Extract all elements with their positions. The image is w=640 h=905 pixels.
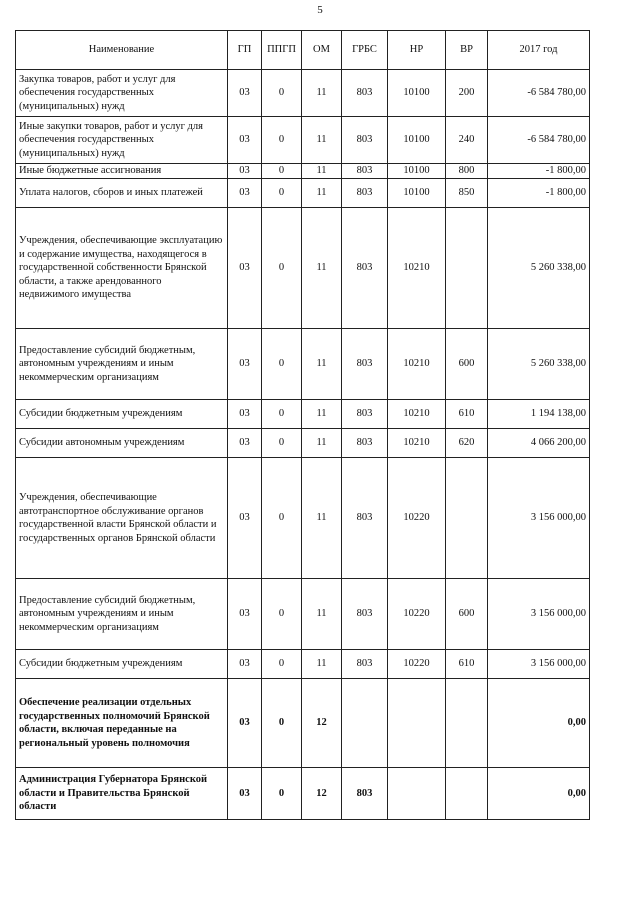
cell-ppgp: 0 xyxy=(262,70,302,117)
cell-grbs: 803 xyxy=(342,429,388,458)
cell-name: Предоставление субсидий бюджетным, автономным учреждениям и иным некоммерческим организациям xyxy=(16,579,228,650)
cell-vr: 240 xyxy=(446,117,488,164)
cell-vr xyxy=(446,679,488,768)
cell-sum: -1 800,00 xyxy=(488,164,590,179)
cell-sum: -1 800,00 xyxy=(488,179,590,208)
cell-sum: 3 156 000,00 xyxy=(488,458,590,579)
cell-gp: 03 xyxy=(228,164,262,179)
cell-name: Предоставление субсидий бюджетным, автономным учреждениям и иным некоммерческим организациям xyxy=(16,329,228,400)
table-row xyxy=(16,400,590,429)
cell-om: 11 xyxy=(302,579,342,650)
cell-om: 11 xyxy=(302,400,342,429)
cell-name: Субсидии бюджетным учреждениям xyxy=(16,400,228,429)
header-grbs: ГРБС xyxy=(342,31,388,70)
table-row xyxy=(16,164,590,179)
cell-grbs: 803 xyxy=(342,208,388,329)
cell-gp: 03 xyxy=(228,679,262,768)
cell-name: Закупка товаров, работ и услуг для обеспечения государственных (муниципальных) нужд xyxy=(16,70,228,117)
cell-name: Учреждения, обеспечивающие эксплуатацию и содержание имущества, находящегося в государственной собственности Брянской области, а также арендованного недвижимого имущества xyxy=(16,208,228,329)
cell-om: 11 xyxy=(302,650,342,679)
cell-vr xyxy=(446,768,488,820)
cell-ppgp: 0 xyxy=(262,208,302,329)
table-header-row xyxy=(16,31,590,70)
cell-gp: 03 xyxy=(228,458,262,579)
table-row xyxy=(16,70,590,117)
cell-name: Иные закупки товаров, работ и услуг для обеспечения государственных (муниципальных) нужд xyxy=(16,117,228,164)
cell-grbs: 803 xyxy=(342,70,388,117)
cell-gp: 03 xyxy=(228,579,262,650)
budget-table xyxy=(15,30,590,820)
cell-sum: -6 584 780,00 xyxy=(488,70,590,117)
cell-om: 12 xyxy=(302,768,342,820)
cell-ppgp: 0 xyxy=(262,400,302,429)
cell-om: 11 xyxy=(302,429,342,458)
cell-om: 11 xyxy=(302,329,342,400)
cell-vr: 600 xyxy=(446,579,488,650)
cell-vr: 850 xyxy=(446,179,488,208)
cell-sum: 3 156 000,00 xyxy=(488,579,590,650)
cell-sum: 5 260 338,00 xyxy=(488,208,590,329)
cell-grbs xyxy=(342,679,388,768)
cell-gp: 03 xyxy=(228,70,262,117)
cell-nr: 10210 xyxy=(388,400,446,429)
cell-sum: 4 066 200,00 xyxy=(488,429,590,458)
cell-nr: 10210 xyxy=(388,208,446,329)
cell-vr: 610 xyxy=(446,400,488,429)
cell-sum: 1 194 138,00 xyxy=(488,400,590,429)
cell-om: 11 xyxy=(302,179,342,208)
cell-om: 11 xyxy=(302,458,342,579)
table-row xyxy=(16,179,590,208)
table-row xyxy=(16,768,590,820)
cell-nr: 10220 xyxy=(388,579,446,650)
cell-nr xyxy=(388,768,446,820)
cell-om: 12 xyxy=(302,679,342,768)
cell-gp: 03 xyxy=(228,208,262,329)
cell-name: Учреждения, обеспечивающие автотранспортное обслуживание органов государственной власти Брянской области и государственных органов Брянской области xyxy=(16,458,228,579)
table-row xyxy=(16,458,590,579)
cell-om: 11 xyxy=(302,117,342,164)
cell-grbs: 803 xyxy=(342,650,388,679)
cell-vr: 200 xyxy=(446,70,488,117)
cell-name: Уплата налогов, сборов и иных платежей xyxy=(16,179,228,208)
header-nr: НР xyxy=(388,31,446,70)
cell-vr: 620 xyxy=(446,429,488,458)
cell-sum: 0,00 xyxy=(488,679,590,768)
table-row xyxy=(16,579,590,650)
cell-gp: 03 xyxy=(228,329,262,400)
header-om: ОМ xyxy=(302,31,342,70)
header-sum: 2017 год xyxy=(488,31,590,70)
cell-nr: 10100 xyxy=(388,164,446,179)
cell-nr xyxy=(388,679,446,768)
cell-om: 11 xyxy=(302,208,342,329)
cell-ppgp: 0 xyxy=(262,768,302,820)
cell-nr: 10210 xyxy=(388,429,446,458)
cell-gp: 03 xyxy=(228,768,262,820)
cell-ppgp: 0 xyxy=(262,650,302,679)
header-ppgp: ППГП xyxy=(262,31,302,70)
cell-ppgp: 0 xyxy=(262,329,302,400)
cell-grbs: 803 xyxy=(342,400,388,429)
cell-ppgp: 0 xyxy=(262,179,302,208)
cell-grbs: 803 xyxy=(342,458,388,579)
cell-vr: 610 xyxy=(446,650,488,679)
cell-vr: 600 xyxy=(446,329,488,400)
cell-gp: 03 xyxy=(228,650,262,679)
page-number: 5 xyxy=(317,4,323,16)
cell-nr: 10100 xyxy=(388,70,446,117)
cell-grbs: 803 xyxy=(342,579,388,650)
cell-grbs: 803 xyxy=(342,117,388,164)
cell-grbs: 803 xyxy=(342,329,388,400)
cell-grbs: 803 xyxy=(342,179,388,208)
cell-vr xyxy=(446,458,488,579)
header-gp: ГП xyxy=(228,31,262,70)
cell-grbs: 803 xyxy=(342,768,388,820)
cell-name: Обеспечение реализации отдельных государственных полномочий Брянской области, включая переданные на региональный уровень полномочия xyxy=(16,679,228,768)
cell-grbs: 803 xyxy=(342,164,388,179)
cell-nr: 10100 xyxy=(388,179,446,208)
table-row xyxy=(16,208,590,329)
header-vr: ВР xyxy=(446,31,488,70)
header-name: Наименование xyxy=(16,31,228,70)
cell-ppgp: 0 xyxy=(262,579,302,650)
table-row xyxy=(16,679,590,768)
cell-nr: 10210 xyxy=(388,329,446,400)
cell-nr: 10220 xyxy=(388,458,446,579)
cell-sum: 3 156 000,00 xyxy=(488,650,590,679)
cell-ppgp: 0 xyxy=(262,117,302,164)
cell-name: Субсидии бюджетным учреждениям xyxy=(16,650,228,679)
cell-nr: 10100 xyxy=(388,117,446,164)
cell-gp: 03 xyxy=(228,429,262,458)
cell-sum: -6 584 780,00 xyxy=(488,117,590,164)
cell-name: Администрация Губернатора Брянской области и Правительства Брянской области xyxy=(16,768,228,820)
cell-gp: 03 xyxy=(228,179,262,208)
cell-vr: 800 xyxy=(446,164,488,179)
cell-ppgp: 0 xyxy=(262,679,302,768)
cell-sum: 0,00 xyxy=(488,768,590,820)
table-row xyxy=(16,329,590,400)
cell-om: 11 xyxy=(302,70,342,117)
cell-ppgp: 0 xyxy=(262,458,302,579)
cell-gp: 03 xyxy=(228,117,262,164)
cell-nr: 10220 xyxy=(388,650,446,679)
cell-name: Субсидии автономным учреждениям xyxy=(16,429,228,458)
cell-name: Иные бюджетные ассигнования xyxy=(16,164,228,179)
cell-om: 11 xyxy=(302,164,342,179)
cell-ppgp: 0 xyxy=(262,164,302,179)
cell-gp: 03 xyxy=(228,400,262,429)
table-row xyxy=(16,429,590,458)
table-row xyxy=(16,117,590,164)
table-row xyxy=(16,650,590,679)
cell-vr xyxy=(446,208,488,329)
cell-sum: 5 260 338,00 xyxy=(488,329,590,400)
cell-ppgp: 0 xyxy=(262,429,302,458)
